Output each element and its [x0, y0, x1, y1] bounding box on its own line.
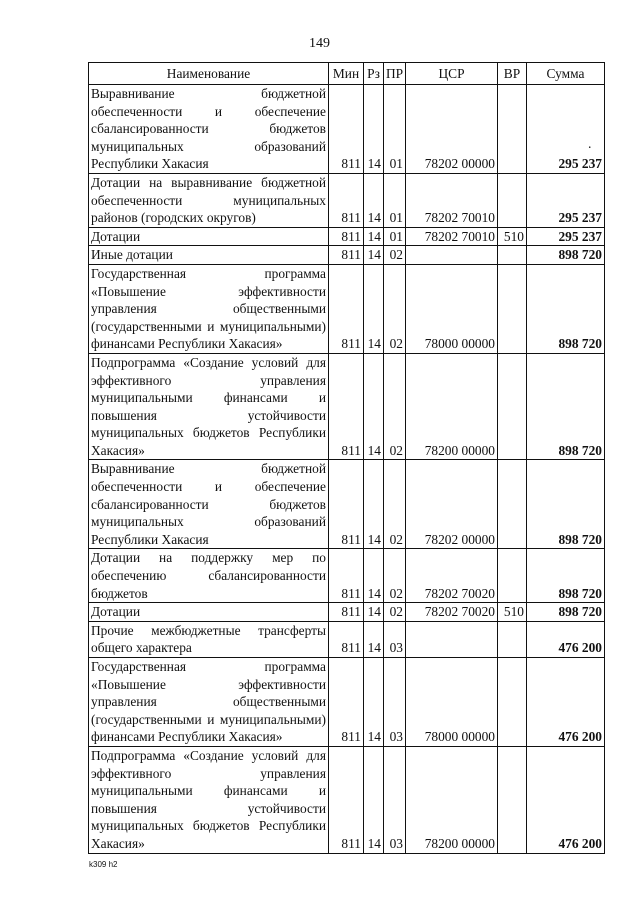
- row-csr: 78202 00000: [406, 85, 498, 174]
- row-pr: 02: [384, 549, 406, 603]
- stray-mark: ·: [587, 140, 592, 156]
- row-sum: 898 720: [527, 246, 605, 265]
- row-pr: 02: [384, 460, 406, 549]
- row-rz: 14: [364, 353, 384, 460]
- row-rz: 14: [364, 621, 384, 657]
- row-rz: 14: [364, 85, 384, 174]
- row-vr: [498, 353, 527, 460]
- row-csr: 78200 00000: [406, 746, 498, 853]
- table-header-row: [89, 63, 605, 85]
- table-row: [89, 85, 605, 174]
- row-rz: 14: [364, 603, 384, 622]
- row-name: Прочие межбюджетные трансферты общего характера: [89, 621, 329, 657]
- row-pr: 03: [384, 621, 406, 657]
- row-sum: 898 720: [527, 460, 605, 549]
- row-pr: 03: [384, 746, 406, 853]
- table-row: [89, 658, 605, 747]
- column-header-sum: Сумма: [527, 63, 605, 85]
- row-sum: 295 237: [527, 227, 605, 246]
- row-pr: 03: [384, 658, 406, 747]
- row-csr: 78202 70020: [406, 549, 498, 603]
- row-min: 811: [329, 227, 364, 246]
- row-name: Иные дотации: [89, 246, 329, 265]
- row-sum-value: 295 237: [558, 156, 602, 172]
- row-csr: 78000 00000: [406, 264, 498, 353]
- row-name: Государственная программа «Повышение эффективности управления общественными (государственными и муниципальными) финансами Республики Хакасия»: [89, 658, 329, 747]
- row-name: Дотации на выравнивание бюджетной обеспеченности муниципальных районов (городских округов): [89, 173, 329, 227]
- page-number: 149: [309, 36, 330, 51]
- row-csr: 78202 70010: [406, 173, 498, 227]
- row-vr: [498, 264, 527, 353]
- row-vr: [498, 246, 527, 265]
- table-row: [89, 460, 605, 549]
- table-row: [89, 746, 605, 853]
- row-pr: 01: [384, 85, 406, 174]
- column-header-csr: ЦСР: [406, 63, 498, 85]
- row-sum: [527, 85, 605, 174]
- row-vr: [498, 460, 527, 549]
- column-header-name: Наименование: [89, 63, 329, 85]
- row-vr: [498, 549, 527, 603]
- row-name: Дотации: [89, 227, 329, 246]
- row-vr: [498, 85, 527, 174]
- row-min: 811: [329, 246, 364, 265]
- row-min: 811: [329, 549, 364, 603]
- row-rz: 14: [364, 173, 384, 227]
- table-row: [89, 549, 605, 603]
- row-name: Дотации на поддержку мер по обеспечению сбалансированности бюджетов: [89, 549, 329, 603]
- table-row: [89, 603, 605, 622]
- row-csr: 78200 00000: [406, 353, 498, 460]
- table-row: [89, 353, 605, 460]
- row-pr: 02: [384, 353, 406, 460]
- table-row: [89, 621, 605, 657]
- row-name: Выравнивание бюджетной обеспеченности и обеспечение сбалансированности бюджетов муниципальных образований Республики Хакасия: [89, 85, 329, 174]
- row-pr: 02: [384, 603, 406, 622]
- row-min: 811: [329, 460, 364, 549]
- row-rz: 14: [364, 264, 384, 353]
- row-sum: 898 720: [527, 353, 605, 460]
- row-csr: 78000 00000: [406, 658, 498, 747]
- row-rz: 14: [364, 658, 384, 747]
- row-min: 811: [329, 173, 364, 227]
- row-min: 811: [329, 621, 364, 657]
- row-name: Государственная программа «Повышение эффективности управления общественными (государственными и муниципальными) финансами Республики Хакасия»: [89, 264, 329, 353]
- row-min: 811: [329, 746, 364, 853]
- row-name: Дотации: [89, 603, 329, 622]
- row-min: 811: [329, 85, 364, 174]
- row-name: Подпрограмма «Создание условий для эффективного управления муниципальными финансами и повышения устойчивости муниципальных бюджетов Республики Хакасия»: [89, 353, 329, 460]
- row-min: 811: [329, 264, 364, 353]
- row-sum: 295 237: [527, 173, 605, 227]
- row-vr: [498, 173, 527, 227]
- row-csr: 78202 70010: [406, 227, 498, 246]
- row-vr: 510: [498, 227, 527, 246]
- row-rz: 14: [364, 460, 384, 549]
- row-sum: 898 720: [527, 549, 605, 603]
- row-min: 811: [329, 353, 364, 460]
- footer-code: k309 h2: [89, 860, 118, 869]
- budget-table: [88, 62, 605, 854]
- row-pr: 01: [384, 173, 406, 227]
- row-min: 811: [329, 603, 364, 622]
- row-sum: 476 200: [527, 658, 605, 747]
- row-csr: 78202 00000: [406, 460, 498, 549]
- row-sum: 476 200: [527, 746, 605, 853]
- row-vr: [498, 658, 527, 747]
- row-rz: 14: [364, 746, 384, 853]
- row-vr: 510: [498, 603, 527, 622]
- row-name: Выравнивание бюджетной обеспеченности и обеспечение сбалансированности бюджетов муниципальных образований Республики Хакасия: [89, 460, 329, 549]
- row-min: 811: [329, 658, 364, 747]
- row-sum: 898 720: [527, 264, 605, 353]
- row-vr: [498, 621, 527, 657]
- row-sum: 476 200: [527, 621, 605, 657]
- column-header-pr: ПР: [384, 63, 406, 85]
- row-csr: [406, 246, 498, 265]
- column-header-rz: Рз: [364, 63, 384, 85]
- column-header-min: Мин: [329, 63, 364, 85]
- table-row: [89, 173, 605, 227]
- row-pr: 01: [384, 227, 406, 246]
- row-csr: [406, 621, 498, 657]
- table-row: [89, 264, 605, 353]
- row-name: Подпрограмма «Создание условий для эффективного управления муниципальными финансами и повышения устойчивости муниципальных бюджетов Республики Хакасия»: [89, 746, 329, 853]
- table-row: [89, 246, 605, 265]
- row-rz: 14: [364, 246, 384, 265]
- row-rz: 14: [364, 549, 384, 603]
- row-pr: 02: [384, 264, 406, 353]
- column-header-vr: ВР: [498, 63, 527, 85]
- row-sum: 898 720: [527, 603, 605, 622]
- row-pr: 02: [384, 246, 406, 265]
- row-rz: 14: [364, 227, 384, 246]
- table-row: [89, 227, 605, 246]
- row-csr: 78202 70020: [406, 603, 498, 622]
- row-vr: [498, 746, 527, 853]
